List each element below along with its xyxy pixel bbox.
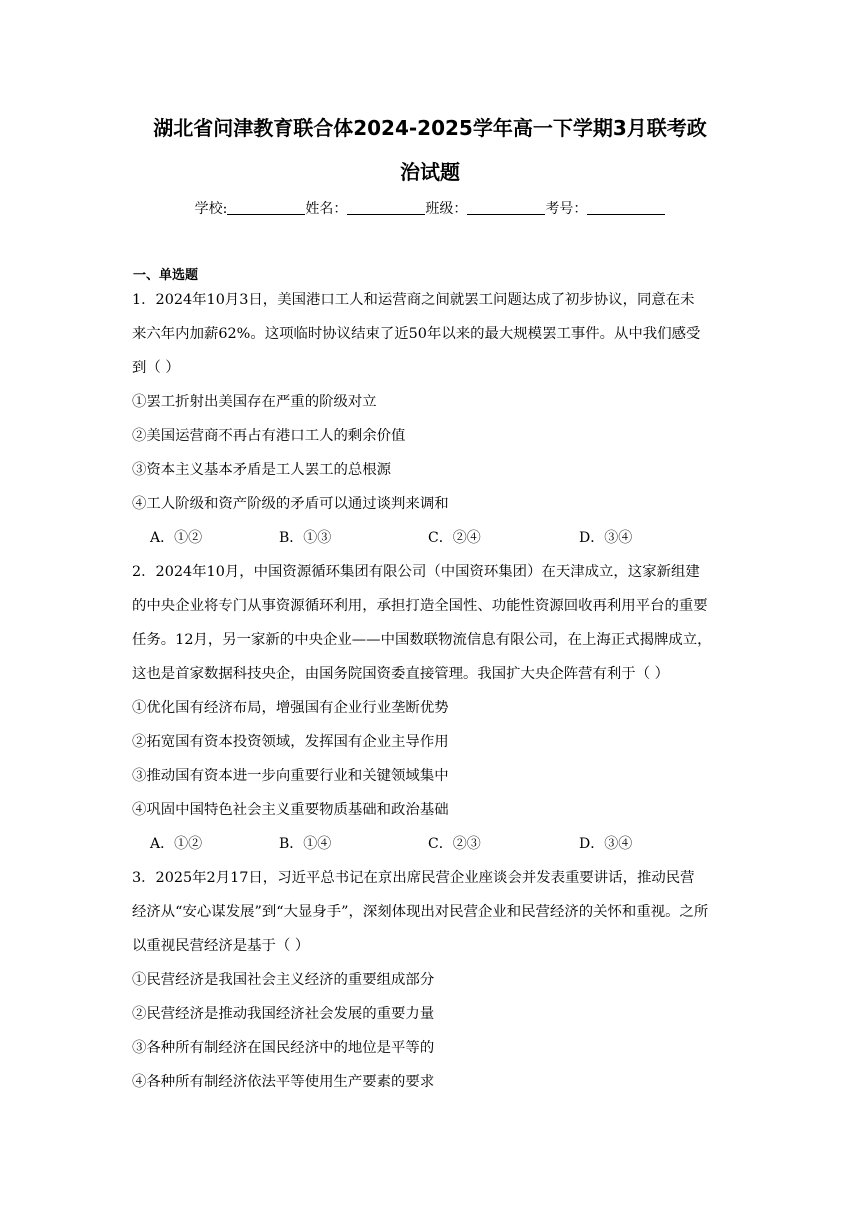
q3-statement: ④各种所有制经济依法平等使用生产要素的要求 [132,1074,435,1090]
q1-option-d[interactable]: D．③④ [579,530,633,546]
q2-statement: ④巩固中国特色社会主义重要物质基础和政治基础 [132,802,449,818]
q1-statement: ②美国运营商不再占有港口工人的剩余价值 [132,428,406,444]
q2-stem-line: 任务。12月，另一家新的中央企业——中国数联物流信息有限公司，在上海正式揭牌成立， [132,632,712,648]
student-info-row [0,198,860,218]
q2-option-d[interactable]: D．③④ [579,836,633,852]
q3-stem-line: 以重视民营经济是基于（ ） [132,938,310,954]
exam-title-line-2: 治试题 [400,160,460,184]
q3-statement: ②民营经济是推动我国经济社会发展的重要力量 [132,1006,435,1022]
exam-number-label: 考号： [545,201,588,217]
exam-title-line-1: 湖北省问津教育联合体2024-2025学年高一下学期3月联考政 [153,116,707,140]
q1-option-b[interactable]: B．①③ [279,530,332,546]
q2-stem-line: 这也是首家数据科技央企，由国务院国资委直接管理。我国扩大央企阵营有利于（ ） [132,666,670,682]
school-label: 学校: [194,201,228,217]
q2-stem-line: 2．2024年10月，中国资源循环集团有限公司（中国资环集团）在天津成立，这家新组建 [132,564,700,580]
name-label: 姓名： [305,201,348,217]
q1-option-a[interactable]: A．①② [150,530,203,546]
class-blank[interactable] [467,200,545,215]
q1-statement: ①罢工折射出美国存在严重的阶级对立 [132,394,377,410]
q2-statement: ③推动国有资本进一步向重要行业和关键领域集中 [132,768,449,784]
exam-number-blank[interactable] [587,200,665,215]
q1-stem-line: 1．2024年10月3日，美国港口工人和运营商之间就罢工问题达成了初步协议，同意在未 [132,292,695,308]
q2-statement: ②拓宽国有资本投资领域，发挥国有企业主导作用 [132,734,449,750]
q2-stem-line: 的中央企业将专门从事资源循环利用，承担打造全国性、功能性资源回收再利用平台的重要 [132,598,708,614]
q3-stem-line: 3．2025年2月17日，习近平总书记在京出席民营企业座谈会并发表重要讲话，推动民营 [132,870,695,886]
school-blank[interactable] [227,200,305,215]
q3-statement: ③各种所有制经济在国民经济中的地位是平等的 [132,1040,435,1056]
q3-statement: ①民营经济是我国社会主义经济的重要组成部分 [132,972,435,988]
q2-option-a[interactable]: A．①② [150,836,203,852]
q2-option-c[interactable]: C．②③ [428,836,481,852]
q1-statement: ④工人阶级和资产阶级的矛盾可以通过谈判来调和 [132,496,449,512]
q2-statement: ①优化国有经济布局，增强国有企业行业垄断优势 [132,700,449,716]
name-blank[interactable] [347,200,425,215]
q1-option-c[interactable]: C．②④ [428,530,481,546]
q1-stem-line: 到（ ） [132,360,180,376]
q1-statement: ③资本主义基本矛盾是工人罢工的总根源 [132,462,392,478]
q2-option-b[interactable]: B．①④ [279,836,332,852]
q1-stem-line: 来六年内加薪62%。这项临时协议结束了近50年以来的最大规模罢工事件。从中我们感受 [132,326,701,342]
q3-stem-line: 经济从“安心谋发展”到“大显身手”，深刻体现出对民营企业和民营经济的关怀和重视。之所 [132,904,709,920]
section-heading: 一、单选题 [133,268,199,283]
class-label: 班级： [425,201,468,217]
